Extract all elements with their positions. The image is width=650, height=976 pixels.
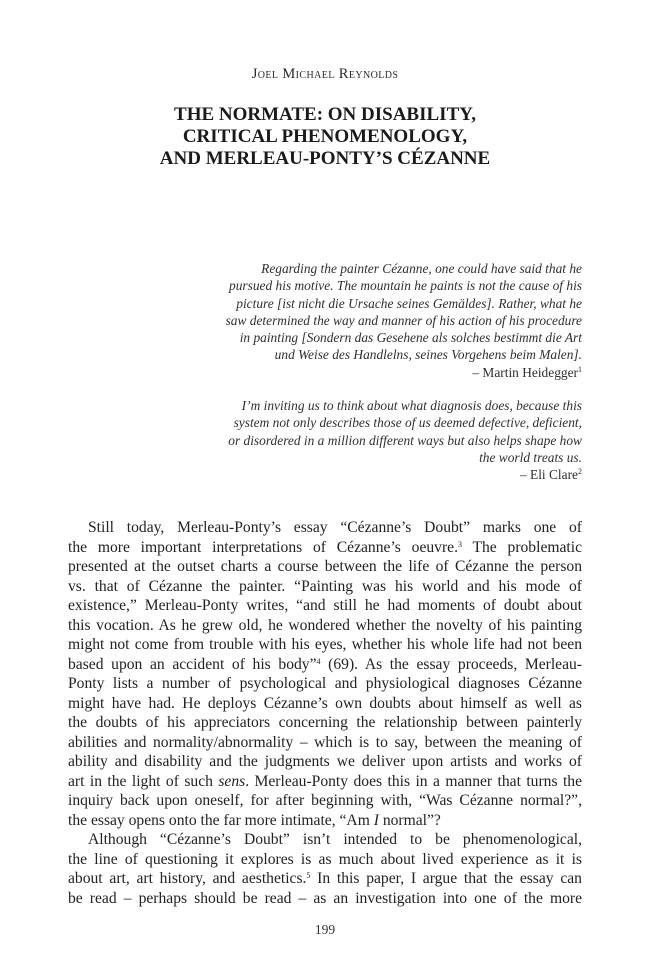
body-line: the line of questioning it explores is as much about lived experience as it is	[68, 850, 582, 868]
footnote-marker[interactable]: 4	[316, 656, 321, 666]
body-line: might not come from trouble with his eyes, whether his whole life had not been	[68, 636, 582, 653]
epigraph-line: system not only describes those of us deemed defective, deficient,	[233, 415, 582, 431]
epigraph-quote	[226, 260, 582, 364]
body-line: the doubts of his appreciators concerning the relationship between painterly	[68, 714, 582, 731]
title-line: THE NORMATE: ON DISABILITY,	[174, 104, 476, 125]
epigraph-attribution	[228, 466, 582, 483]
epigraph-attribution	[226, 364, 582, 381]
attribution-text: – Martin Heidegger	[472, 364, 578, 380]
footnote-marker[interactable]: 5	[306, 871, 311, 880]
epigraph-quote	[228, 397, 582, 466]
body-line: the essay opens onto the far more intimate, “Am I normal”?	[68, 811, 441, 829]
epigraph-line: the world treats us.	[479, 449, 582, 465]
epigraph-heidegger	[226, 260, 582, 381]
title-line: CRITICAL PHENOMENOLOGY,	[182, 126, 468, 147]
body-text	[68, 518, 582, 908]
body-line: Ponty lists a number of psychological and physiological diagnoses Cézanne	[68, 675, 582, 692]
body-line: abilities and normality/abnormality – which is to say, between the meaning of	[68, 733, 582, 751]
epigraph-line: und Weise des Handlelns, seines Vorgehens beim Malen].	[274, 347, 582, 363]
epigraph-line: in painting [Sondern das Gesehene als solches bestimmt die Art	[239, 330, 582, 346]
page-number: 199	[314, 922, 336, 937]
article-title	[0, 104, 650, 170]
epigraph-line: or disordered in a million different ways but also helps shape how	[228, 432, 582, 448]
body-line: art in the light of such sens. Merleau-Ponty does this in a manner that turns the	[68, 772, 582, 790]
body-line: based upon an accident of his body”$^4$ (69). As the essay proceeds, Merleau-	[68, 655, 582, 673]
epigraph-line: picture [ist nicht die Ursache seines Gemäldes]. Rather, what he	[236, 295, 582, 311]
body-line: Still today, Merleau-Ponty’s essay “Cézanne’s Doubt” marks one of	[88, 519, 582, 536]
body-line: presented at the outset charts a course between the life of Cézanne the person	[68, 558, 582, 575]
epigraph-clare	[228, 397, 582, 483]
body-line: might have had. He deploys Cézanne’s own doubts about himself as well as	[68, 694, 582, 712]
footnote-marker[interactable]: 2	[578, 467, 582, 477]
epigraph-line: I’m inviting us to think about what diagnosis does, because this	[241, 398, 582, 413]
body-line: this vocation. As he grew old, he wondered whether the novelty of his painting	[68, 616, 582, 634]
body-line: existence,” Merleau-Ponty writes, “and still he had moments of doubt about	[68, 597, 582, 614]
title-line: AND MERLEAU-PONTY’S CÉZANNE	[159, 148, 491, 169]
body-line: about art, art history, and aesthetics.$^5$ In this paper, I argue that the essay can	[68, 870, 582, 887]
body-line: ability and disability and the judgments we deliver upon artists and works of	[68, 753, 582, 770]
body-line: Although “Cézanne’s Doubt” isn’t intended to be phenomenological,	[88, 831, 582, 848]
epigraph-line: Regarding the painter Cézanne, one could have said that he	[261, 261, 582, 276]
body-line: be read – perhaps should be read – as an investigation into one of the more	[68, 889, 582, 907]
epigraph-line: saw determined the way and manner of his action of his procedure	[225, 312, 582, 328]
epigraph-line: pursued his motive. The mountain he paints is not the cause of his	[229, 278, 582, 294]
body-line: vs. that of Cézanne the painter. “Painting was his world and his mode of	[68, 577, 582, 595]
body-line: the more important interpretations of Cézanne’s oeuvre.$^3$ The problematic	[68, 538, 582, 556]
footnote-marker[interactable]: 1	[578, 364, 582, 374]
author-name: Joel Michael Reynolds	[251, 66, 399, 82]
body-line: inquiry back upon oneself, for after beginning with, “Was Cézanne normal?”,	[68, 792, 582, 809]
attribution-text: – Eli Clare	[519, 467, 578, 483]
footnote-marker[interactable]: 3	[457, 539, 462, 549]
